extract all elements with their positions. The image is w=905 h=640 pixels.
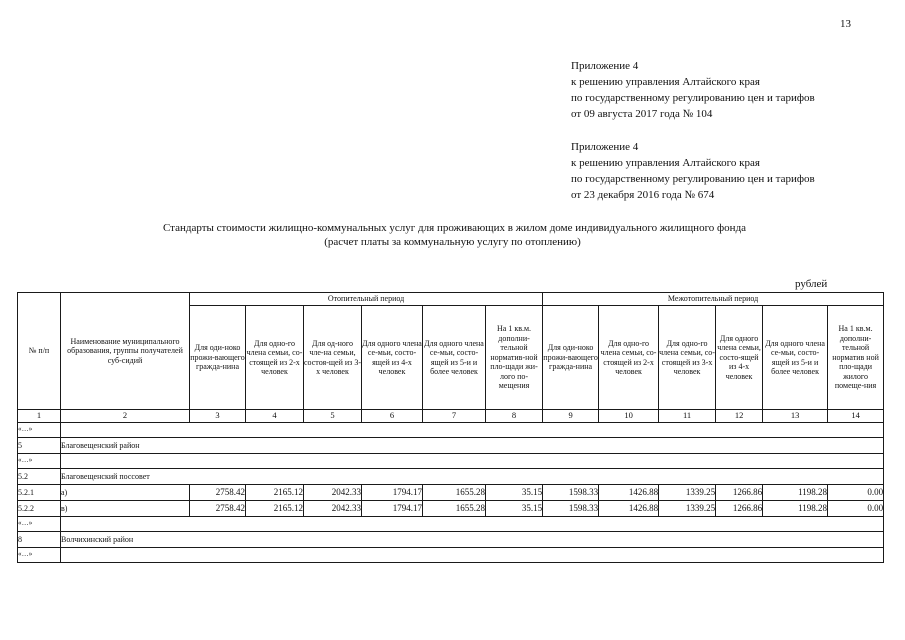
value-cell: 1598.33 <box>543 501 599 517</box>
column-number-cell: 13 <box>763 410 828 423</box>
empty-cell <box>61 423 884 438</box>
value-cell: 2165.12 <box>246 485 304 501</box>
header-heating-col: Для одно-го члена семьи, со-стоящей из 2-х человек <box>246 306 304 410</box>
header-interheating-col: Для одного члена семьи, состо-ящей из 4-х человек <box>716 306 763 410</box>
tariff-table <box>17 292 884 563</box>
value-cell: 2758.42 <box>190 501 246 517</box>
column-number-cell: 11 <box>659 410 716 423</box>
column-number-row <box>18 410 884 423</box>
title-line: Стандарты стоимости жилищно-коммунальных услуг для проживающих в жилом доме индивидуального жилищного фонда <box>162 222 747 234</box>
column-number-cell: 1 <box>18 410 61 423</box>
table-row <box>18 548 884 563</box>
header-interheating-col: На 1 кв.м. дополни-тельной норматив ной пло-щади жилого помеще-ния <box>828 306 884 410</box>
table-row <box>18 532 884 548</box>
table-body <box>18 423 884 563</box>
row-code: 5.2.2 <box>18 501 61 517</box>
appendix-block-1 <box>571 58 815 122</box>
document-title <box>0 221 905 249</box>
empty-cell <box>61 548 884 563</box>
value-cell: 1339.25 <box>659 501 716 517</box>
appendix-block-2 <box>571 139 815 203</box>
column-number-cell: 2 <box>61 410 190 423</box>
header-col-name: Наименование муниципального образования, группы получателей суб-сидий <box>61 293 190 410</box>
column-number-cell: 6 <box>362 410 423 423</box>
appendix-line: по государственному регулированию цен и тарифов <box>571 173 815 185</box>
table-row <box>18 454 884 469</box>
value-cell: 1339.25 <box>659 485 716 501</box>
appendix-line: к решению управления Алтайского края <box>571 157 760 169</box>
value-cell: 0.00 <box>828 501 884 517</box>
header-heating-col: Для одного члена се-мьи, состо-ящей из 5-и и более человек <box>423 306 486 410</box>
row-name: а) <box>61 485 190 501</box>
table-row <box>18 469 884 485</box>
empty-cell <box>61 517 884 532</box>
header-heating-period: Отопительный период <box>190 293 543 306</box>
value-cell: 1655.28 <box>423 501 486 517</box>
value-cell: 2165.12 <box>246 501 304 517</box>
column-number-cell: 8 <box>486 410 543 423</box>
row-code: 5.2 <box>18 469 61 485</box>
appendix-line: Приложение 4 <box>571 141 639 153</box>
row-code: 5 <box>18 438 61 454</box>
ellipsis-cell: «...» <box>18 454 61 469</box>
column-number-cell: 10 <box>599 410 659 423</box>
table-row <box>18 501 884 517</box>
column-number-cell: 12 <box>716 410 763 423</box>
subtitle-line: (расчет платы за коммунальную услугу по отоплению) <box>324 236 581 248</box>
empty-cell <box>61 454 884 469</box>
row-code: 5.2.1 <box>18 485 61 501</box>
page-number: 13 <box>840 18 851 30</box>
value-cell: 1794.17 <box>362 485 423 501</box>
column-number-cell: 14 <box>828 410 884 423</box>
header-heating-col: Для оди-ноко прожи-вающего гражда-нина <box>190 306 246 410</box>
ellipsis-cell: «...» <box>18 548 61 563</box>
column-number-cell: 7 <box>423 410 486 423</box>
ellipsis-cell: «...» <box>18 517 61 532</box>
header-interheating-col: Для одного члена се-мьи, состо-ящей из 5-и и более человек <box>763 306 828 410</box>
header-heating-col: Для одного члена се-мьи, состо-ящей из 4-х человек <box>362 306 423 410</box>
appendix-line: Приложение 4 <box>571 60 639 72</box>
row-name: в) <box>61 501 190 517</box>
column-number-cell: 9 <box>543 410 599 423</box>
value-cell: 1198.28 <box>763 501 828 517</box>
value-cell: 2758.42 <box>190 485 246 501</box>
value-cell: 2042.33 <box>304 485 362 501</box>
row-name: Благовещенский район <box>61 438 884 454</box>
appendix-line: по государственному регулированию цен и тарифов <box>571 92 815 104</box>
header-heating-col: На 1 кв.м. дополни-тельной норматив-ной пло-щади жи-лого по-мещения <box>486 306 543 410</box>
value-cell: 35.15 <box>486 485 543 501</box>
column-number-cell: 5 <box>304 410 362 423</box>
value-cell: 35.15 <box>486 501 543 517</box>
value-cell: 1655.28 <box>423 485 486 501</box>
appendix-line: от 23 декабря 2016 года № 674 <box>571 189 715 201</box>
appendix-line: от 09 августа 2017 года № 104 <box>571 108 713 120</box>
table-row <box>18 517 884 532</box>
value-cell: 1266.86 <box>716 501 763 517</box>
row-name: Благовещенский поссовет <box>61 469 884 485</box>
header-col-no: № п/п <box>18 293 61 410</box>
table-row <box>18 423 884 438</box>
value-cell: 1794.17 <box>362 501 423 517</box>
value-cell: 1198.28 <box>763 485 828 501</box>
units-label: рублей <box>795 278 828 290</box>
header-interheating-col: Для оди-ноко прожи-вающего гражда-нина <box>543 306 599 410</box>
appendix-line: к решению управления Алтайского края <box>571 76 760 88</box>
ellipsis-cell: «...» <box>18 423 61 438</box>
header-heating-col: Для од-ного чле-на семьи, состоя-щей из 3-х человек <box>304 306 362 410</box>
value-cell: 1426.88 <box>599 485 659 501</box>
header-interheating-period: Межотопительный период <box>543 293 884 306</box>
value-cell: 1426.88 <box>599 501 659 517</box>
value-cell: 2042.33 <box>304 501 362 517</box>
row-name: Волчихинский район <box>61 532 884 548</box>
row-code: 8 <box>18 532 61 548</box>
column-number-cell: 3 <box>190 410 246 423</box>
value-cell: 1266.86 <box>716 485 763 501</box>
header-interheating-col: Для одно-го члена семьи, со-стоящей из 3-х человек <box>659 306 716 410</box>
table-row <box>18 485 884 501</box>
value-cell: 0.00 <box>828 485 884 501</box>
value-cell: 1598.33 <box>543 485 599 501</box>
column-number-cell: 4 <box>246 410 304 423</box>
table-row <box>18 438 884 454</box>
header-interheating-col: Для одно-го члена семьи, со-стоящей из 2-х человек <box>599 306 659 410</box>
